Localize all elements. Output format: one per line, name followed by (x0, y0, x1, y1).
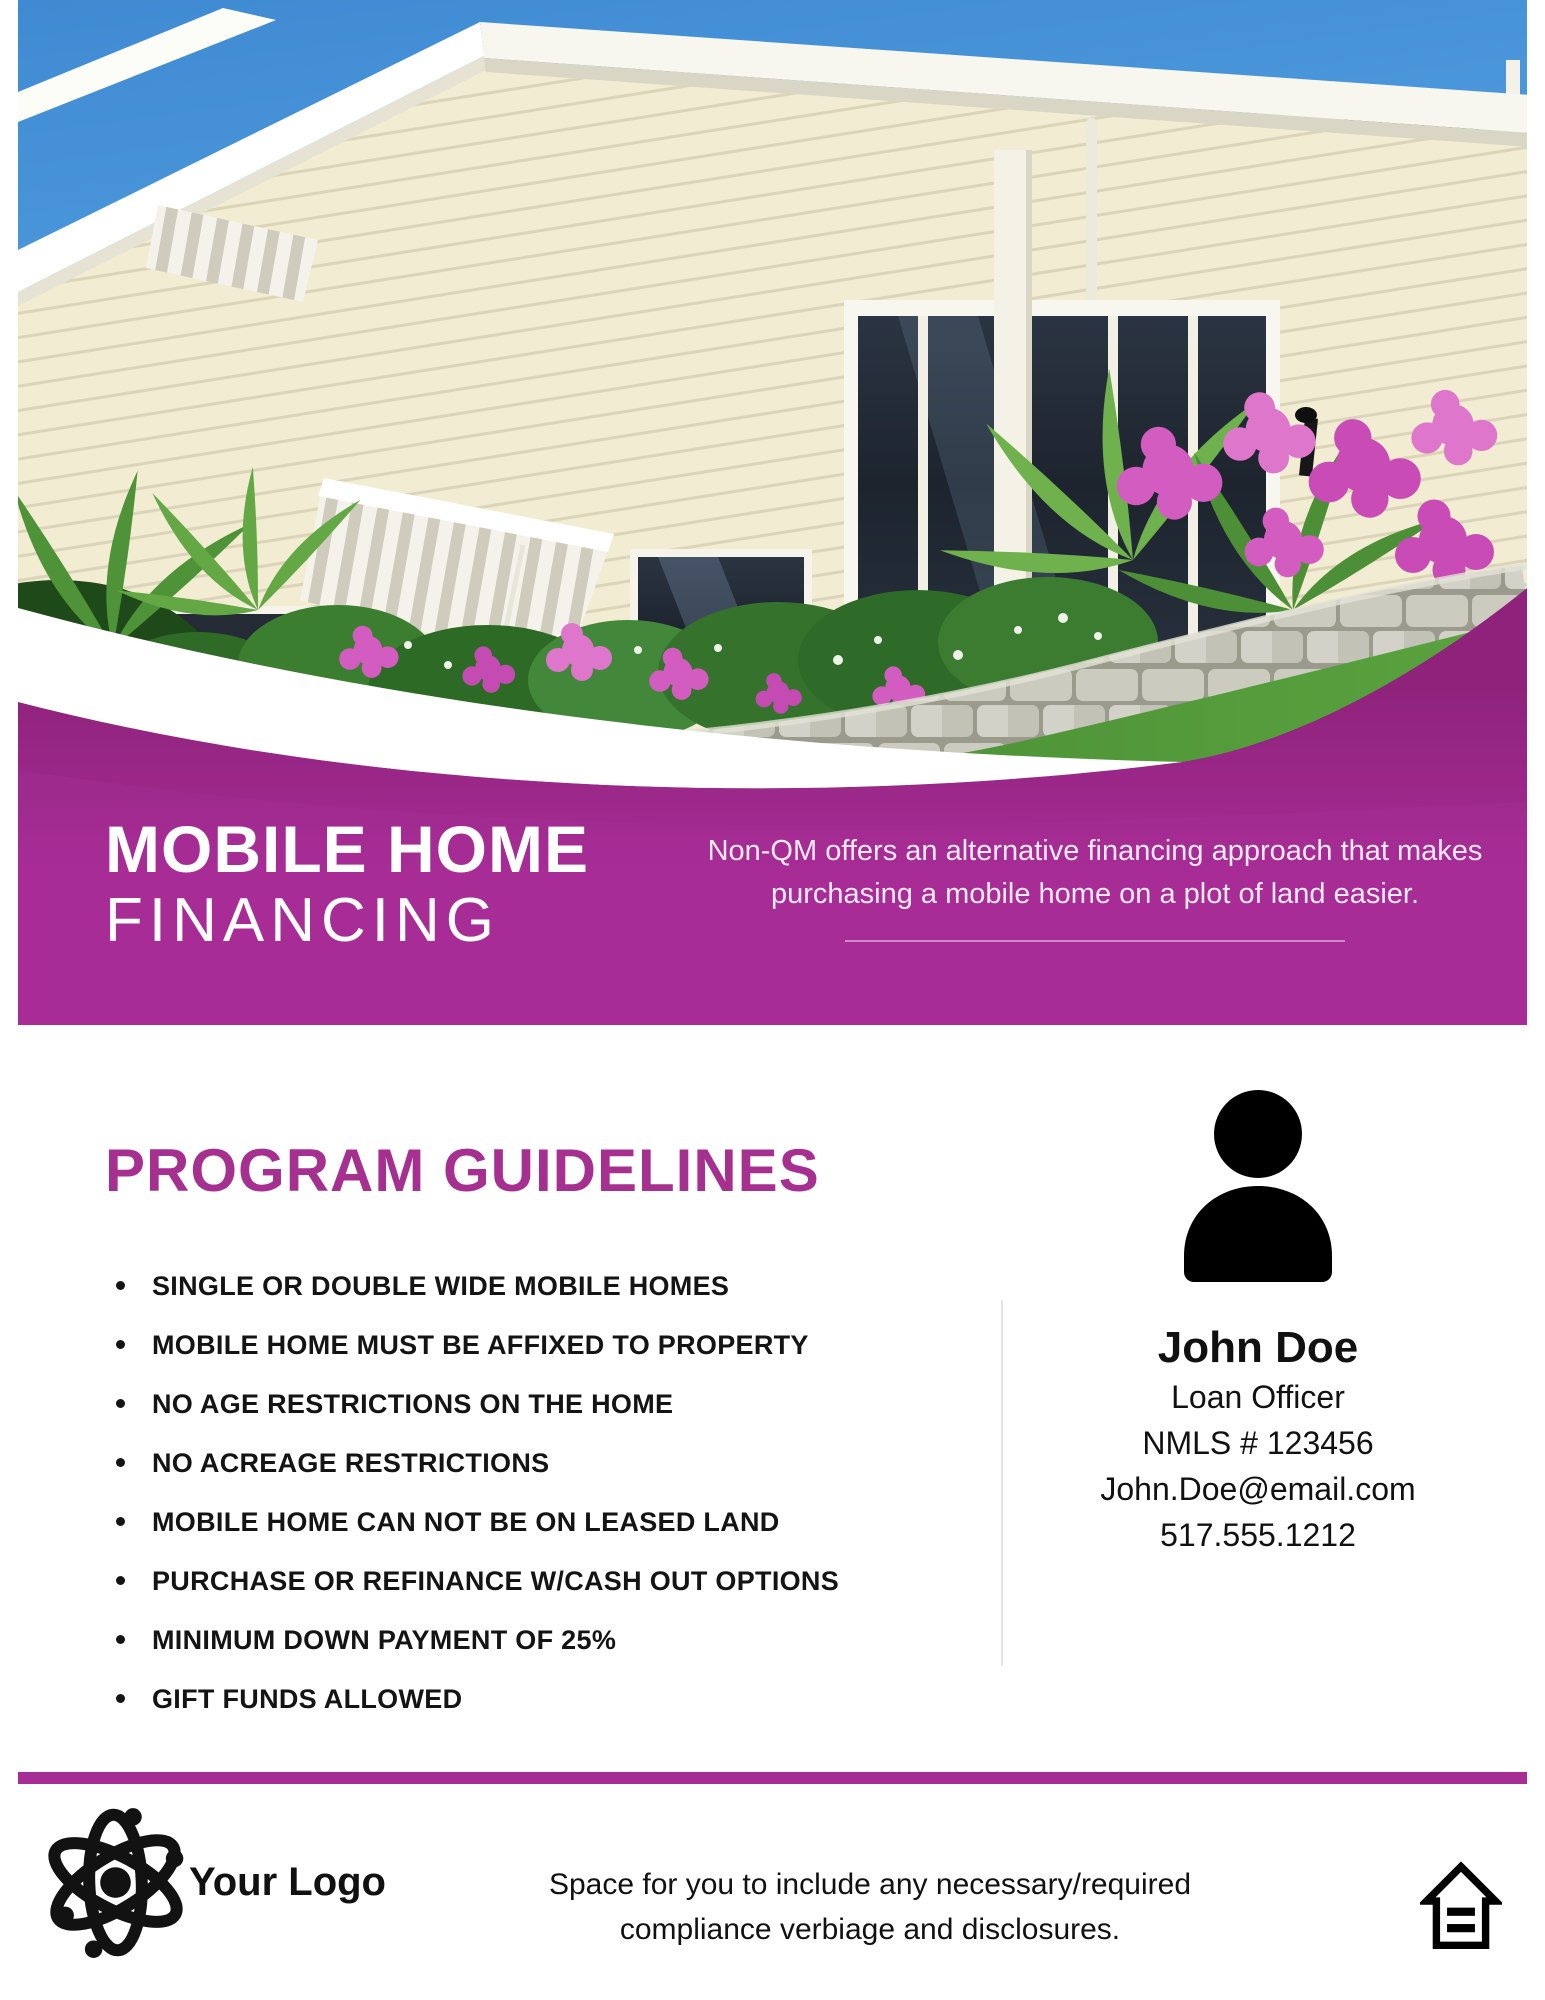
bullet-dot-icon (116, 1340, 125, 1349)
hero-title-line1: MOBILE HOME (105, 812, 589, 886)
bullet-dot-icon (116, 1281, 125, 1290)
guideline-text: NO AGE RESTRICTIONS ON THE HOME (152, 1389, 674, 1419)
bullet-dot-icon (116, 1576, 125, 1585)
guideline-text: MOBILE HOME CAN NOT BE ON LEASED LAND (152, 1507, 780, 1537)
contact-phone: 517.555.1212 (1160, 1517, 1356, 1553)
contact-email: John.Doe@email.com (1100, 1471, 1416, 1507)
guideline-text: SINGLE OR DOUBLE WIDE MOBILE HOMES (152, 1271, 730, 1301)
guideline-item (110, 1449, 970, 1477)
equal-housing-icon (1420, 1860, 1502, 1952)
contact-role: Loan Officer (1171, 1379, 1345, 1415)
guideline-item (110, 1272, 970, 1300)
bullet-dot-icon (116, 1399, 125, 1408)
program-guidelines-heading: PROGRAM GUIDELINES (105, 1137, 820, 1204)
guideline-item (110, 1685, 970, 1713)
loan-officer-card (1018, 1086, 1498, 1558)
company-logo (28, 1795, 386, 1970)
hero-title (105, 812, 589, 956)
guideline-item (110, 1626, 970, 1654)
guideline-text: NO ACREAGE RESTRICTIONS (152, 1448, 550, 1478)
compliance-line1: Space for you to include any necessary/required (548, 1868, 1192, 1901)
guideline-item (110, 1567, 970, 1595)
guideline-item (110, 1508, 970, 1536)
subtitle-divider-line (845, 940, 1345, 942)
atom-logo-icon (28, 1795, 203, 1970)
vertical-divider-line (1001, 1300, 1003, 1666)
contact-nmls: NMLS # 123456 (1142, 1425, 1374, 1461)
guideline-item (110, 1331, 970, 1359)
logo-text: Your Logo (189, 1860, 386, 1904)
guideline-item (110, 1390, 970, 1418)
compliance-line2: compliance verbiage and disclosures. (619, 1913, 1121, 1946)
guidelines-list (110, 1272, 970, 1744)
guideline-text: MINIMUM DOWN PAYMENT OF 25% (152, 1625, 617, 1655)
guideline-text: MOBILE HOME MUST BE AFFIXED TO PROPERTY (152, 1330, 809, 1360)
bullet-dot-icon (116, 1694, 125, 1703)
person-icon (1163, 1086, 1353, 1286)
hero-section (18, 0, 1527, 1025)
footer-accent-bar (18, 1772, 1527, 1784)
compliance-text (470, 1862, 1270, 1952)
guideline-text: GIFT FUNDS ALLOWED (152, 1684, 463, 1714)
guideline-text: PURCHASE OR REFINANCE W/CASH OUT OPTIONS (152, 1566, 840, 1596)
contact-name: John Doe (1157, 1323, 1359, 1372)
hero-subtitle-block (678, 830, 1512, 942)
bullet-dot-icon (116, 1458, 125, 1467)
bullet-dot-icon (116, 1517, 125, 1526)
bullet-dot-icon (116, 1635, 125, 1644)
hero-title-line2: FINANCING (105, 886, 500, 955)
hero-subtitle-text: Non-QM offers an alternative financing approach that makes purchasing a mobile home on a plot of land easier. (707, 835, 1483, 910)
